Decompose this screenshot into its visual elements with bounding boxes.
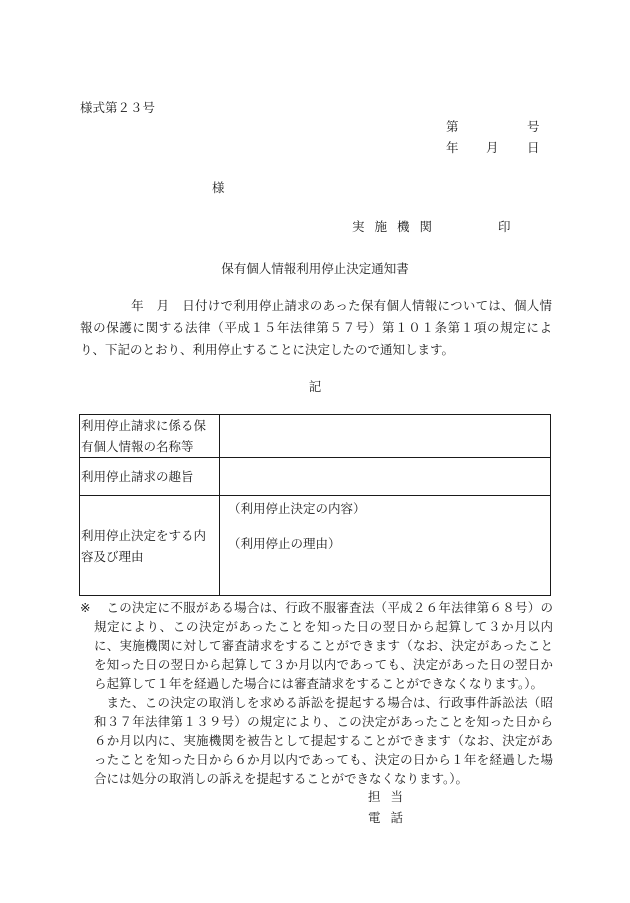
date-month: 月 <box>486 140 499 155</box>
note-mark: ※ <box>80 600 91 615</box>
issuer-seal: 印 <box>498 219 511 234</box>
row-value-decision <box>220 496 551 596</box>
note-text-2: また、この決定の取消しを求める訴訟を提起する場合は、行政事件訴訟法（昭和３７年法律第１３９号）の規定により、この決定があったことを知った日から６か月以内に、実施機関を被告として提起することができます（なお、決定があったことを知った日から６か月以内であっても、決定の日から１年を経過した場合には処分の取消しの訴えを提起することができなくなります。）。 <box>94 695 553 786</box>
row-label-info-name: 利用停止請求に係る保有個人情報の名称等 <box>80 415 220 458</box>
doc-number-dai: 第 <box>446 119 459 134</box>
body-paragraph: 年 月 日付けで利用停止請求のあった保有個人情報については、個人情報の保護に関する法律（平成１５年法律第５７号）第１０１条第１項の規定により、下記のとおり、利用停止することに決定したので通知します。 <box>80 298 552 357</box>
table-row <box>80 496 551 596</box>
table-row <box>80 458 551 496</box>
row-value-info-name <box>220 415 551 458</box>
note-paragraph <box>80 693 553 788</box>
row-value-purpose <box>220 458 551 496</box>
note-paragraph <box>80 598 553 693</box>
ki-heading: 記 <box>308 379 322 394</box>
note-text-1: この決定に不服がある場合は、行政不服審査法（平成２６年法律第６８号）の規定により、この決定があったことを知った日の翌日から起算して３か月以内に、実施機関に対して審査請求をすることができます（なお、決定があったことを知った日の翌日から起算して３か月以内であっても、決定があった日の翌日から起算して１年を経過した場合には審査請求をすることができなくなります。）。 <box>94 600 553 691</box>
decision-content-label: （利用停止決定の内容） <box>228 501 366 516</box>
issuer-agency: 実施機関 <box>352 219 443 234</box>
contact-phone-label: 電話 <box>368 810 414 825</box>
table-row <box>80 415 551 458</box>
contact-person-label: 担当 <box>368 789 414 804</box>
notes-section <box>80 598 553 788</box>
form-number: 様式第２３号 <box>80 100 156 115</box>
detail-table <box>79 414 551 596</box>
decision-reason-label: （利用停止の理由） <box>228 536 341 551</box>
date-day: 日 <box>527 140 540 155</box>
row-label-decision: 利用停止決定をする内容及び理由 <box>80 496 220 596</box>
date-year: 年 <box>446 140 459 155</box>
addressee-suffix: 様 <box>212 180 225 195</box>
doc-number-go: 号 <box>527 119 540 134</box>
row-label-purpose: 利用停止請求の趣旨 <box>80 458 220 496</box>
document-title: 保有個人情報利用停止決定通知書 <box>221 261 409 276</box>
